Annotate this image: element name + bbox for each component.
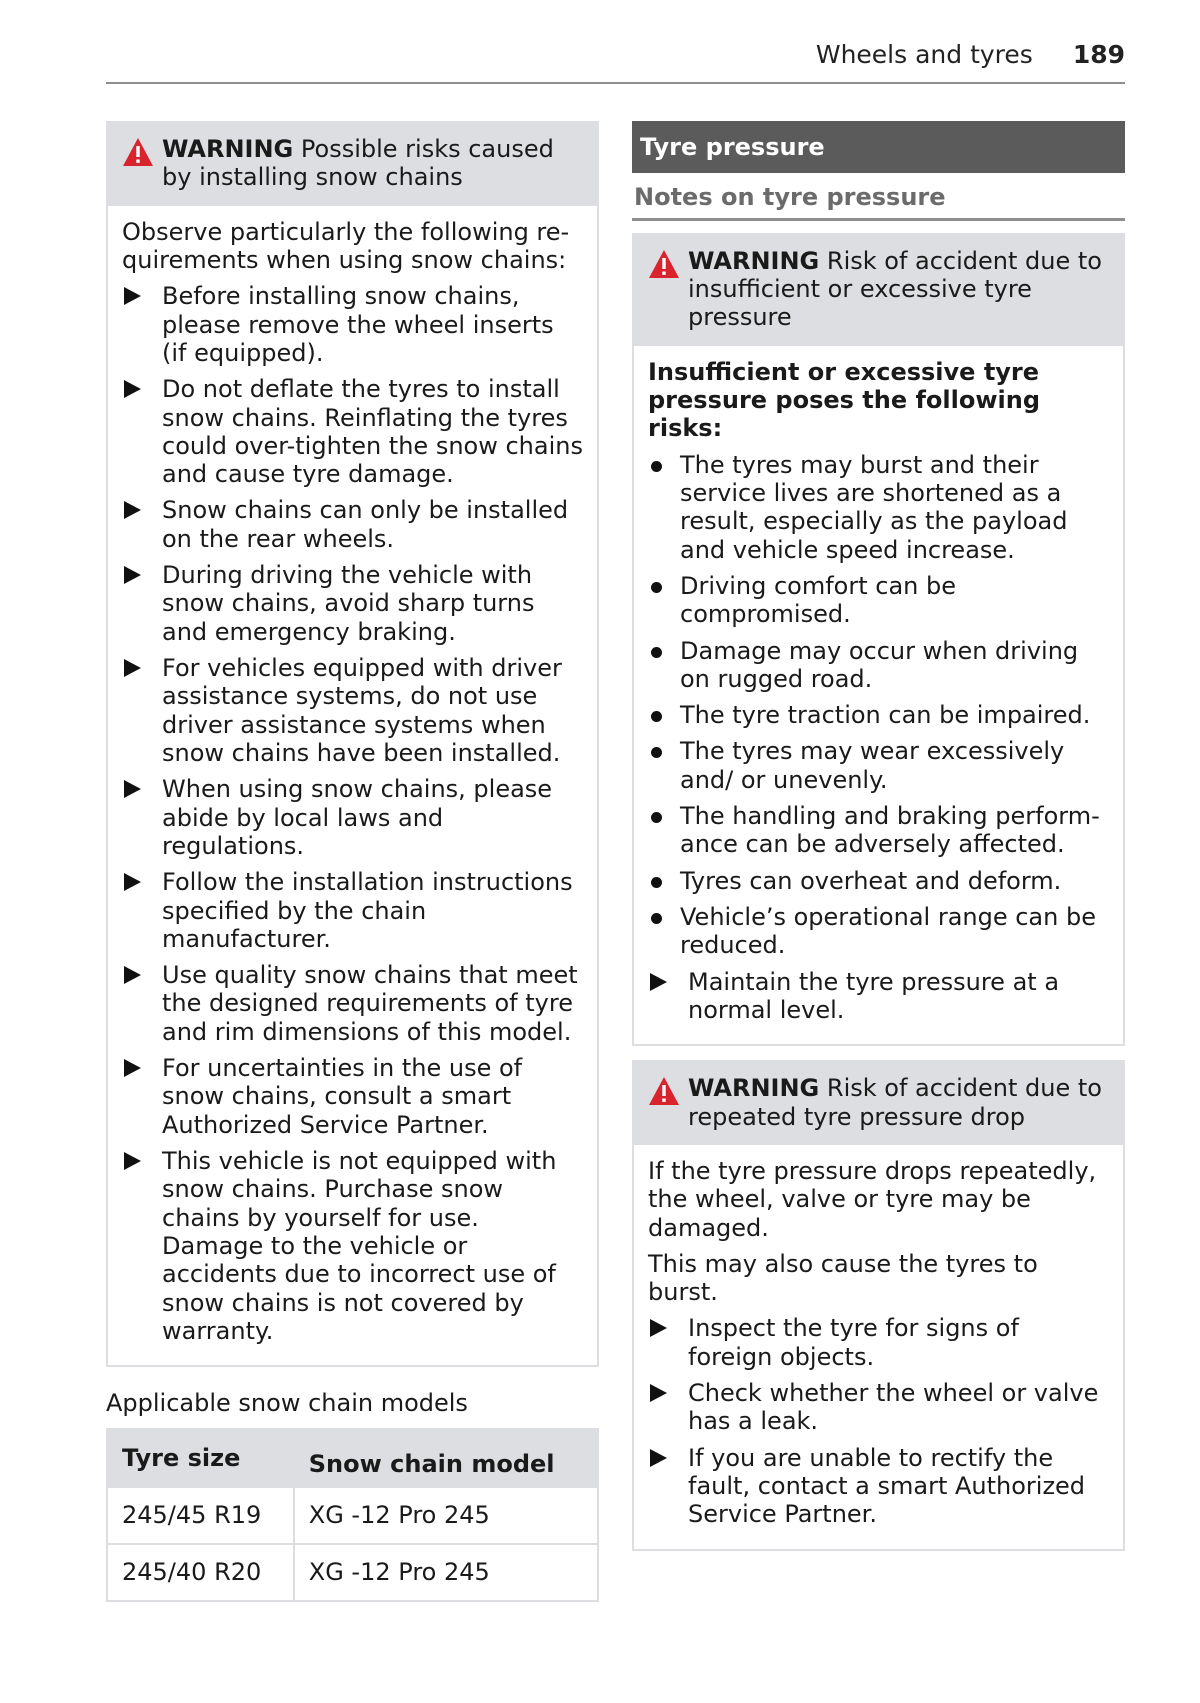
list-item: This vehicle is not equipped with snow chains. Purchase snow chains by yourself for use. Damage to the vehicle or accidents due to incorrect use of snow chains is not covered by warranty. bbox=[122, 1147, 583, 1345]
snow-chain-table bbox=[106, 1428, 599, 1602]
arrow-bullet-icon bbox=[124, 1152, 141, 1170]
action-list bbox=[648, 1314, 1109, 1528]
risk-lead: Insufficient or excessive tyre pressure poses the following risks: bbox=[648, 357, 1041, 443]
column-header-tyre-size: Tyre size bbox=[107, 1429, 294, 1487]
list-item: The tyres may wear excessively and/ or unevenly. bbox=[648, 737, 1109, 794]
warning-paragraph: This may also cause the tyres to burst. bbox=[648, 1249, 1038, 1307]
warning-triangle-icon bbox=[648, 1076, 680, 1106]
list-item: Before installing snow chains, please remove the wheel inserts (if equipped). bbox=[122, 282, 583, 367]
dot-bullet-icon bbox=[651, 877, 662, 888]
snow-chain-warning-box bbox=[106, 121, 599, 1367]
arrow-bullet-icon bbox=[650, 1319, 667, 1337]
table-caption: Applicable snow chain models bbox=[106, 1389, 468, 1418]
warning-header bbox=[108, 123, 597, 206]
page-header bbox=[106, 40, 1125, 84]
warning-label: WARNING bbox=[688, 246, 820, 275]
warning-title bbox=[688, 1074, 1109, 1131]
arrow-bullet-icon bbox=[124, 659, 141, 677]
list-item: Check whether the wheel or valve has a leak. bbox=[648, 1379, 1109, 1436]
warning-header bbox=[634, 235, 1123, 346]
arrow-bullet-icon bbox=[650, 973, 667, 991]
list-item: The tyre traction can be impaired. bbox=[648, 701, 1109, 729]
warning-body bbox=[108, 206, 597, 1366]
warning-header bbox=[634, 1062, 1123, 1145]
list-item: Vehicle’s operational range can be reduced. bbox=[648, 903, 1109, 960]
warning-paragraph: If the tyre pressure drops repeatedly, the wheel, valve or tyre may be damaged. bbox=[648, 1156, 1097, 1242]
column-header-chain-model: Snow chain model bbox=[294, 1429, 598, 1487]
arrow-bullet-icon bbox=[124, 287, 141, 305]
dot-bullet-icon bbox=[651, 747, 662, 758]
subsection-title: Notes on tyre pressure bbox=[632, 173, 1125, 221]
warning-triangle-icon bbox=[648, 249, 680, 279]
dot-bullet-icon bbox=[651, 711, 662, 722]
table-cell: 245/45 R19 bbox=[107, 1487, 294, 1544]
left-column bbox=[106, 121, 599, 1602]
dot-bullet-icon bbox=[651, 647, 662, 658]
list-item: Inspect the tyre for signs of foreign objects. bbox=[648, 1314, 1109, 1371]
arrow-bullet-icon bbox=[124, 501, 141, 519]
arrow-bullet-icon bbox=[124, 780, 141, 798]
list-item: For vehicles equipped with driver assistance systems, do not use driver assistance systems when snow chains have been installed. bbox=[122, 654, 583, 767]
list-item: The tyres may burst and their service lives are shortened as a result, especially as the payload and vehicle speed increase. bbox=[648, 451, 1109, 564]
list-item: When using snow chains, please abide by local laws and regulations. bbox=[122, 775, 583, 860]
warning-title-text: Possible risks caused by installing snow chains bbox=[162, 135, 554, 192]
dot-bullet-icon bbox=[651, 461, 662, 472]
risk-list bbox=[648, 451, 1109, 960]
warning-title-text: Risk of accident due to insufficient or excessive tyre pressure bbox=[688, 246, 1102, 332]
tyre-pressure-warning-box bbox=[632, 233, 1125, 1047]
warning-title bbox=[688, 247, 1109, 332]
pressure-drop-warning-box bbox=[632, 1060, 1125, 1550]
table-row bbox=[107, 1487, 598, 1544]
page-number: 189 bbox=[1072, 40, 1125, 69]
warning-title-text: Risk of accident due to repeated tyre pressure drop bbox=[688, 1074, 1102, 1131]
dot-bullet-icon bbox=[651, 913, 662, 924]
snow-chain-instructions bbox=[122, 282, 583, 1345]
list-item: The handling and braking performance can be adversely affected. bbox=[648, 802, 1109, 859]
arrow-bullet-icon bbox=[124, 566, 141, 584]
list-item: Follow the installation instructions specified by the chain manufacturer. bbox=[122, 868, 583, 953]
warning-body bbox=[634, 1145, 1123, 1549]
table-row bbox=[107, 1544, 598, 1601]
list-item: Snow chains can only be installed on the rear wheels. bbox=[122, 496, 583, 553]
warning-label: WARNING bbox=[162, 135, 294, 163]
arrow-bullet-icon bbox=[124, 380, 141, 398]
warning-body bbox=[634, 346, 1123, 1045]
arrow-bullet-icon bbox=[124, 873, 141, 891]
table-cell: 245/40 R20 bbox=[107, 1544, 294, 1601]
arrow-bullet-icon bbox=[650, 1449, 667, 1467]
list-item: Damage may occur when driving on rugged road. bbox=[648, 637, 1109, 694]
table-header-row bbox=[107, 1429, 598, 1487]
list-item: Use quality snow chains that meet the designed requirements of tyre and rim dimensions of this model. bbox=[122, 961, 583, 1046]
list-item: If you are unable to rectify the fault, contact a smart Authorized Service Partner. bbox=[648, 1444, 1109, 1529]
arrow-bullet-icon bbox=[650, 1384, 667, 1402]
dot-bullet-icon bbox=[651, 582, 662, 593]
table-cell: XG -12 Pro 245 bbox=[294, 1487, 598, 1544]
arrow-bullet-icon bbox=[124, 966, 141, 984]
right-column bbox=[632, 121, 1125, 1551]
dot-bullet-icon bbox=[651, 812, 662, 823]
running-section-title: Wheels and tyres bbox=[815, 40, 1033, 69]
list-item: Do not deflate the tyres to install snow chains. Reinflating the tyres could over-tighten the snow chains and cause tyre damage. bbox=[122, 375, 583, 488]
list-item: During driving the vehicle with snow chains, avoid sharp turns and emergency braking. bbox=[122, 561, 583, 646]
section-title: Tyre pressure bbox=[632, 121, 1125, 173]
list-item: Maintain the tyre pressure at a normal level. bbox=[648, 968, 1109, 1025]
list-item: Driving comfort can be compromised. bbox=[648, 572, 1109, 629]
warning-intro: Observe particularly the following requirements when using snow chains: bbox=[122, 217, 570, 274]
arrow-bullet-icon bbox=[124, 1059, 141, 1077]
warning-triangle-icon bbox=[122, 137, 154, 167]
warning-title bbox=[162, 135, 583, 192]
table-cell: XG -12 Pro 245 bbox=[294, 1544, 598, 1601]
action-list bbox=[648, 968, 1109, 1025]
list-item: For uncertainties in the use of snow chains, consult a smart Authorized Service Partner. bbox=[122, 1054, 583, 1139]
list-item: Tyres can overheat and deform. bbox=[648, 867, 1109, 895]
warning-label: WARNING bbox=[688, 1074, 820, 1103]
